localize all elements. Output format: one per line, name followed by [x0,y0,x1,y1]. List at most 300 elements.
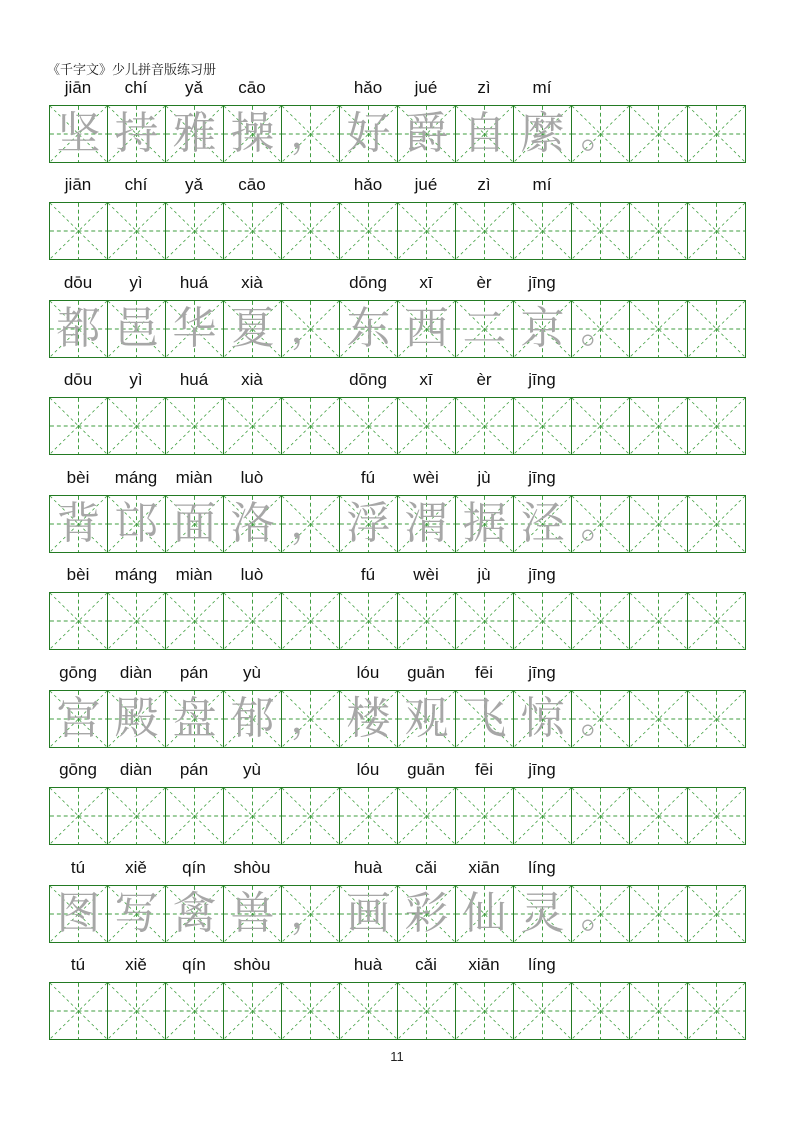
writing-cell[interactable] [340,496,398,552]
writing-cell[interactable] [224,301,282,357]
pinyin-line [49,273,746,295]
writing-cell[interactable] [398,788,456,844]
pinyin-syllable: xiě [125,955,147,974]
pinyin-syllable: dōu [63,370,93,389]
mi-zi-guide-lines [108,398,165,454]
pinyin-syllable: yǎ [185,78,203,97]
mi-zi-guide-lines [50,398,107,454]
writing-cell[interactable] [166,983,224,1039]
trace-character: 坚 [56,108,101,159]
writing-cell[interactable] [630,691,688,747]
trace-character: 盘 [172,693,217,744]
writing-cell[interactable] [456,203,514,259]
writing-cell[interactable] [282,886,340,942]
mi-zi-guide-lines [108,593,165,649]
trace-punctuation: ， [290,306,331,352]
writing-cell[interactable] [50,983,108,1039]
mi-zi-guide-lines [166,593,223,649]
pinyin-syllable: fēi [475,663,493,682]
mi-zi-grid [49,885,746,943]
writing-cell[interactable] [514,106,572,162]
writing-cell[interactable] [282,398,340,454]
writing-cell[interactable] [166,496,224,552]
pinyin-syllable: luò [240,468,264,487]
pinyin-syllable: lóu [356,663,380,682]
pinyin-syllable: fēi [475,760,493,779]
writing-cell[interactable] [572,886,630,942]
trace-character: 洛 [230,498,275,549]
trace-character: 惊 [520,693,565,744]
pinyin-syllable: cǎi [415,955,437,974]
writing-cell[interactable] [50,203,108,259]
pinyin-syllable: huà [353,858,383,877]
writing-cell[interactable] [166,886,224,942]
writing-cell[interactable] [572,983,630,1039]
trace-punctuation: 。 [580,696,621,742]
mi-zi-guide-lines [572,398,629,454]
writing-cell[interactable] [224,983,282,1039]
trace-character: 东 [346,303,391,354]
mi-zi-guide-lines [630,203,687,259]
trace-character: 禽 [172,888,217,939]
writing-cell[interactable] [630,301,688,357]
writing-cell[interactable] [398,398,456,454]
pinyin-syllable: shòu [233,955,271,974]
writing-cell[interactable] [282,593,340,649]
writing-cell[interactable] [340,886,398,942]
writing-cell[interactable] [688,203,745,259]
writing-cell[interactable] [340,106,398,162]
pinyin-syllable: gōng [59,760,97,779]
pinyin-syllable: xià [241,370,263,389]
writing-cell[interactable] [688,983,745,1039]
pinyin-syllable: dōu [63,273,93,292]
writing-cell[interactable] [398,106,456,162]
pinyin-line [49,858,746,880]
writing-cell[interactable] [282,106,340,162]
writing-cell[interactable] [688,788,745,844]
writing-cell[interactable] [108,301,166,357]
mi-zi-guide-lines [630,691,687,747]
mi-zi-guide-lines [282,398,339,454]
pinyin-syllable: èr [476,273,492,292]
mi-zi-guide-lines [514,398,571,454]
pinyin-syllable: hǎo [353,78,383,97]
pinyin-syllable: líng [528,858,556,877]
writing-cell[interactable] [224,691,282,747]
mi-zi-guide-lines [398,788,455,844]
mi-zi-guide-lines [108,788,165,844]
pinyin-syllable: jīng [528,370,556,389]
trace-character: 縻 [520,108,565,159]
writing-cell[interactable] [688,496,745,552]
writing-cell[interactable] [166,398,224,454]
mi-zi-guide-lines [224,983,281,1039]
writing-cell[interactable] [282,788,340,844]
pinyin-line [49,663,746,685]
writing-cell[interactable] [50,593,108,649]
trace-character: 兽 [230,888,275,939]
writing-cell[interactable] [456,106,514,162]
writing-cell[interactable] [398,301,456,357]
writing-cell[interactable] [398,886,456,942]
pinyin-syllable: zì [477,78,491,97]
pinyin-syllable: jù [477,468,491,487]
pinyin-syllable: cāo [238,175,266,194]
writing-cell[interactable] [572,203,630,259]
page-number: 11 [390,1049,404,1064]
mi-zi-grid [49,787,746,845]
writing-cell[interactable] [282,301,340,357]
pinyin-syllable: huá [179,370,209,389]
pinyin-syllable: diàn [119,760,153,779]
writing-cell[interactable] [456,886,514,942]
writing-cell[interactable] [282,203,340,259]
writing-cell[interactable] [630,983,688,1039]
mi-zi-guide-lines [282,788,339,844]
trace-character: 观 [404,693,449,744]
writing-cell[interactable] [166,106,224,162]
writing-cell[interactable] [50,788,108,844]
writing-cell[interactable] [108,106,166,162]
mi-zi-guide-lines [456,398,513,454]
writing-cell[interactable] [398,691,456,747]
mi-zi-guide-lines [50,593,107,649]
mi-zi-guide-lines [630,398,687,454]
writing-cell[interactable] [340,983,398,1039]
pinyin-syllable: gōng [59,663,97,682]
writing-cell[interactable] [224,788,282,844]
writing-cell[interactable] [630,886,688,942]
pinyin-syllable: yù [243,663,261,682]
pinyin-syllable: jiān [64,175,92,194]
mi-zi-guide-lines [398,983,455,1039]
mi-zi-guide-lines [166,983,223,1039]
mi-zi-guide-lines [456,983,513,1039]
trace-character: 操 [230,108,275,159]
writing-cell[interactable] [572,106,630,162]
trace-character: 华 [172,303,217,354]
pinyin-syllable: huà [353,955,383,974]
pinyin-syllable: huá [179,273,209,292]
pinyin-syllable: chí [124,175,148,194]
writing-cell[interactable] [166,301,224,357]
writing-cell[interactable] [572,398,630,454]
writing-cell[interactable] [572,301,630,357]
pinyin-syllable: zì [477,175,491,194]
pinyin-syllable: qín [182,955,206,974]
writing-cell[interactable] [166,593,224,649]
writing-cell[interactable] [456,496,514,552]
writing-cell[interactable] [630,788,688,844]
pinyin-syllable: jiān [64,78,92,97]
mi-zi-guide-lines [688,983,745,1039]
writing-cell[interactable] [398,496,456,552]
writing-cell[interactable] [340,301,398,357]
pinyin-line [49,955,746,977]
mi-zi-guide-lines [688,398,745,454]
writing-cell[interactable] [108,983,166,1039]
mi-zi-guide-lines [166,788,223,844]
mi-zi-guide-lines [108,983,165,1039]
writing-cell[interactable] [456,398,514,454]
trace-character: 都 [56,303,101,354]
writing-cell[interactable] [398,203,456,259]
writing-cell[interactable] [224,886,282,942]
writing-cell[interactable] [514,203,572,259]
writing-cell[interactable] [108,398,166,454]
writing-cell[interactable] [456,691,514,747]
writing-cell[interactable] [108,496,166,552]
pinyin-syllable: yù [243,760,261,779]
trace-character: 郁 [230,693,275,744]
writing-cell[interactable] [688,593,745,649]
writing-cell[interactable] [50,301,108,357]
mi-zi-guide-lines [224,788,281,844]
trace-punctuation: 。 [580,501,621,547]
mi-zi-grid [49,982,746,1040]
writing-cell[interactable] [688,691,745,747]
trace-character: 宫 [56,693,101,744]
mi-zi-guide-lines [398,398,455,454]
writing-cell[interactable] [340,203,398,259]
writing-cell[interactable] [108,593,166,649]
writing-cell[interactable] [514,496,572,552]
mi-zi-guide-lines [514,983,571,1039]
writing-cell[interactable] [456,788,514,844]
trace-character: 渭 [404,498,449,549]
mi-zi-guide-lines [630,788,687,844]
mi-zi-guide-lines [224,398,281,454]
writing-cell[interactable] [282,691,340,747]
writing-cell[interactable] [224,398,282,454]
trace-character: 自 [462,108,507,159]
mi-zi-grid [49,592,746,650]
mi-zi-grid [49,105,746,163]
writing-cell[interactable] [572,496,630,552]
writing-cell[interactable] [514,593,572,649]
workbook-title: 《千字文》少儿拼音版练习册 [47,63,217,78]
mi-zi-guide-lines [688,496,745,552]
pinyin-syllable: dōng [349,273,387,292]
mi-zi-guide-lines [630,301,687,357]
writing-cell[interactable] [224,496,282,552]
pinyin-line [49,565,746,587]
mi-zi-grid [49,495,746,553]
pinyin-syllable: bèi [66,468,90,487]
pinyin-syllable: wèi [413,468,439,487]
trace-character: 西 [404,303,449,354]
writing-cell[interactable] [224,593,282,649]
pinyin-syllable: líng [528,955,556,974]
mi-zi-guide-lines [514,788,571,844]
pinyin-syllable: yǎ [185,175,203,194]
mi-zi-guide-lines [398,593,455,649]
trace-punctuation: 。 [580,111,621,157]
writing-cell[interactable] [50,886,108,942]
mi-zi-guide-lines [456,788,513,844]
writing-cell[interactable] [108,203,166,259]
writing-cell[interactable] [688,886,745,942]
writing-cell[interactable] [340,593,398,649]
writing-cell[interactable] [50,106,108,162]
mi-zi-guide-lines [688,203,745,259]
writing-cell[interactable] [514,886,572,942]
pinyin-syllable: máng [114,565,158,584]
writing-cell[interactable] [340,691,398,747]
trace-character: 邑 [114,303,159,354]
mi-zi-guide-lines [630,496,687,552]
pinyin-syllable: xī [419,370,433,389]
mi-zi-guide-lines [572,593,629,649]
trace-character: 据 [462,498,507,549]
pinyin-syllable: máng [114,468,158,487]
mi-zi-guide-lines [688,691,745,747]
pinyin-syllable: chí [124,78,148,97]
writing-cell[interactable] [166,203,224,259]
pinyin-syllable: yì [129,273,143,292]
writing-cell[interactable] [108,691,166,747]
pinyin-syllable: fú [360,565,376,584]
writing-cell[interactable] [630,496,688,552]
trace-character: 画 [346,888,391,939]
trace-character: 写 [114,888,159,939]
trace-character: 彩 [404,888,449,939]
writing-cell[interactable] [514,301,572,357]
pinyin-syllable: xiān [468,955,500,974]
writing-cell[interactable] [224,203,282,259]
writing-cell[interactable] [224,106,282,162]
writing-cell[interactable] [456,983,514,1039]
writing-cell[interactable] [630,398,688,454]
pinyin-syllable: jīng [528,273,556,292]
pinyin-line [49,468,746,490]
writing-cell[interactable] [456,593,514,649]
mi-zi-grid [49,690,746,748]
pinyin-syllable: pán [179,663,209,682]
mi-zi-guide-lines [282,983,339,1039]
mi-zi-guide-lines [572,788,629,844]
mi-zi-guide-lines [630,886,687,942]
pinyin-syllable: èr [476,370,492,389]
trace-character: 持 [114,108,159,159]
writing-cell[interactable] [50,398,108,454]
writing-cell[interactable] [340,788,398,844]
pinyin-syllable: cāo [238,78,266,97]
mi-zi-grid [49,300,746,358]
writing-cell[interactable] [630,593,688,649]
mi-zi-guide-lines [688,301,745,357]
mi-zi-guide-lines [50,788,107,844]
writing-cell[interactable] [630,106,688,162]
mi-zi-guide-lines [688,886,745,942]
writing-cell[interactable] [398,983,456,1039]
pinyin-syllable: tú [70,858,86,877]
writing-cell[interactable] [108,788,166,844]
pinyin-syllable: fú [360,468,376,487]
trace-punctuation: 。 [580,306,621,352]
trace-character: 二 [462,303,507,354]
pinyin-syllable: mí [532,175,552,194]
writing-cell[interactable] [688,398,745,454]
trace-punctuation: ， [290,501,331,547]
writing-cell[interactable] [688,106,745,162]
pinyin-syllable: xī [419,273,433,292]
trace-character: 殿 [114,693,159,744]
mi-zi-guide-lines [398,203,455,259]
trace-character: 图 [56,888,101,939]
pinyin-syllable: jù [477,565,491,584]
pinyin-syllable: pán [179,760,209,779]
mi-zi-guide-lines [224,203,281,259]
pinyin-syllable: jīng [528,760,556,779]
pinyin-syllable: jué [414,78,438,97]
trace-character: 浮 [346,498,391,549]
mi-zi-guide-lines [50,203,107,259]
writing-cell[interactable] [514,788,572,844]
writing-cell[interactable] [50,691,108,747]
pinyin-syllable: bèi [66,565,90,584]
writing-cell[interactable] [398,593,456,649]
pinyin-syllable: xiě [125,858,147,877]
mi-zi-guide-lines [340,203,397,259]
pinyin-syllable: mí [532,78,552,97]
writing-cell[interactable] [456,301,514,357]
trace-punctuation: ， [290,696,331,742]
trace-punctuation: ， [290,111,331,157]
pinyin-syllable: miàn [175,468,213,487]
mi-zi-guide-lines [282,203,339,259]
trace-character: 楼 [346,693,391,744]
pinyin-line [49,760,746,782]
writing-cell[interactable] [282,983,340,1039]
pinyin-syllable: diàn [119,663,153,682]
pinyin-syllable: qín [182,858,206,877]
mi-zi-guide-lines [166,398,223,454]
mi-zi-guide-lines [572,203,629,259]
trace-character: 夏 [230,303,275,354]
pinyin-syllable: shòu [233,858,271,877]
pinyin-syllable: miàn [175,565,213,584]
writing-cell[interactable] [166,788,224,844]
writing-cell[interactable] [572,788,630,844]
writing-cell[interactable] [166,691,224,747]
writing-cell[interactable] [630,203,688,259]
writing-cell[interactable] [514,983,572,1039]
mi-zi-guide-lines [572,983,629,1039]
trace-character: 雅 [172,108,217,159]
mi-zi-guide-lines [456,203,513,259]
trace-character: 灵 [520,888,565,939]
pinyin-syllable: tú [70,955,86,974]
writing-cell[interactable] [572,691,630,747]
writing-cell[interactable] [340,398,398,454]
writing-cell[interactable] [572,593,630,649]
trace-punctuation: ， [290,891,331,937]
writing-cell[interactable] [282,496,340,552]
writing-cell[interactable] [514,398,572,454]
pinyin-syllable: lóu [356,760,380,779]
mi-zi-guide-lines [688,788,745,844]
pinyin-syllable: jué [414,175,438,194]
writing-cell[interactable] [108,886,166,942]
mi-zi-guide-lines [630,106,687,162]
mi-zi-guide-lines [514,203,571,259]
writing-cell[interactable] [514,691,572,747]
writing-cell[interactable] [688,301,745,357]
writing-cell[interactable] [50,496,108,552]
mi-zi-guide-lines [340,788,397,844]
